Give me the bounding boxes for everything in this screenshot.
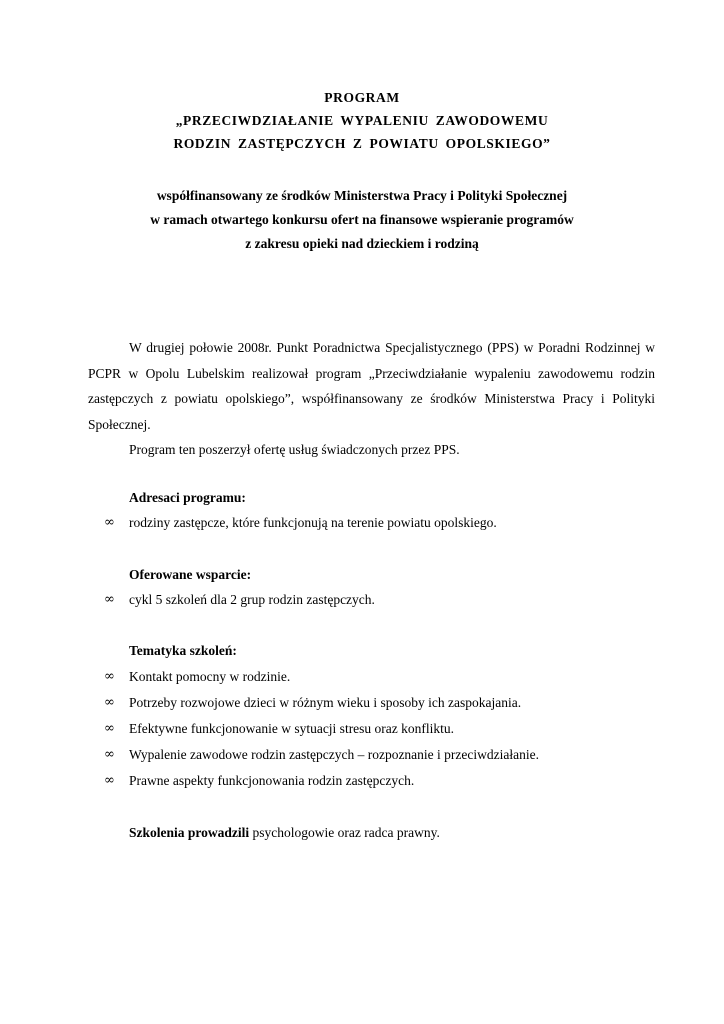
list-item-text: Kontakt pomocny w rodzinie. [129, 669, 291, 684]
program-title [0, 86, 724, 155]
list-item-text: Potrzeby rozwojowe dzieci w różnym wieku i sposoby ich zaspokajania. [129, 695, 522, 710]
list-item [0, 587, 724, 613]
list-item [0, 768, 724, 794]
list-item-text: Efektywne funkcjonowanie w sytuacji stresu oraz konfliktu. [129, 721, 455, 736]
title-line-name-cont: RODZIN ZASTĘPCZYCH Z POWIATU OPOLSKIEGO” [173, 136, 551, 151]
list-item-text: Prawne aspekty funkcjonowania rodzin zastępczych. [129, 773, 415, 788]
list-item-text: cykl 5 szkoleń dla 2 grup rodzin zastępczych. [129, 592, 375, 607]
recipients-heading: Adresaci programu: [129, 490, 246, 505]
list-item [0, 664, 724, 690]
title-line-name: „PRZECIWDZIAŁANIE WYPALENIU ZAWODOWEMU [175, 113, 549, 128]
list-item [0, 716, 724, 742]
list-item [0, 510, 724, 536]
list-item [0, 742, 724, 768]
closing-bold-text: Szkolenia prowadzili [129, 825, 250, 840]
infinity-bullet-icon: ∞ [104, 669, 115, 684]
closing-text: psychologowie oraz radca prawny. [249, 825, 440, 840]
infinity-bullet-icon: ∞ [104, 747, 115, 762]
topics-heading: Tematyka szkoleń: [129, 643, 237, 658]
infinity-bullet-icon: ∞ [104, 773, 115, 788]
subtitle-line-3: z zakresu opieki nad dzieckiem i rodziną [245, 236, 479, 251]
support-heading: Oferowane wsparcie: [129, 567, 252, 582]
infinity-bullet-icon: ∞ [104, 721, 115, 736]
infinity-bullet-icon: ∞ [104, 515, 115, 530]
list-item [0, 690, 724, 716]
list-item-text: rodziny zastępcze, które funkcjonują na terenie powiatu opolskiego. [129, 515, 497, 530]
infinity-bullet-icon: ∞ [104, 592, 115, 607]
infinity-bullet-icon: ∞ [104, 695, 115, 710]
closing-sentence [129, 820, 440, 845]
list-item-text: Wypalenie zawodowe rodzin zastępczych – rozpoznanie i przeciwdziałanie. [129, 747, 539, 762]
subtitle-line-1: współfinansowany ze środków Ministerstwa Pracy i Polityki Społecznej [156, 188, 568, 203]
title-line-program: PROGRAM [324, 90, 400, 105]
program-subtitle [0, 184, 724, 256]
subtitle-line-2: w ramach otwartego konkursu ofert na finansowe wspieranie programów [150, 212, 574, 227]
intro-paragraph-2: Program ten poszerzył ofertę usług świadczonych przez PPS. [129, 442, 460, 457]
intro-paragraph: W drugiej połowie 2008r. Punkt Poradnictwa Specjalistycznego (PPS) w Poradni Rodzinnej w PCPR w Opolu Lubelskim realizował program „Przeciwdziałanie wypaleniu zawodowemu rodzin zastępczych z powiatu opolskiego”, współfinansowany ze środków Ministerstwa Pracy i Polityki Społecznej. [88, 340, 655, 432]
